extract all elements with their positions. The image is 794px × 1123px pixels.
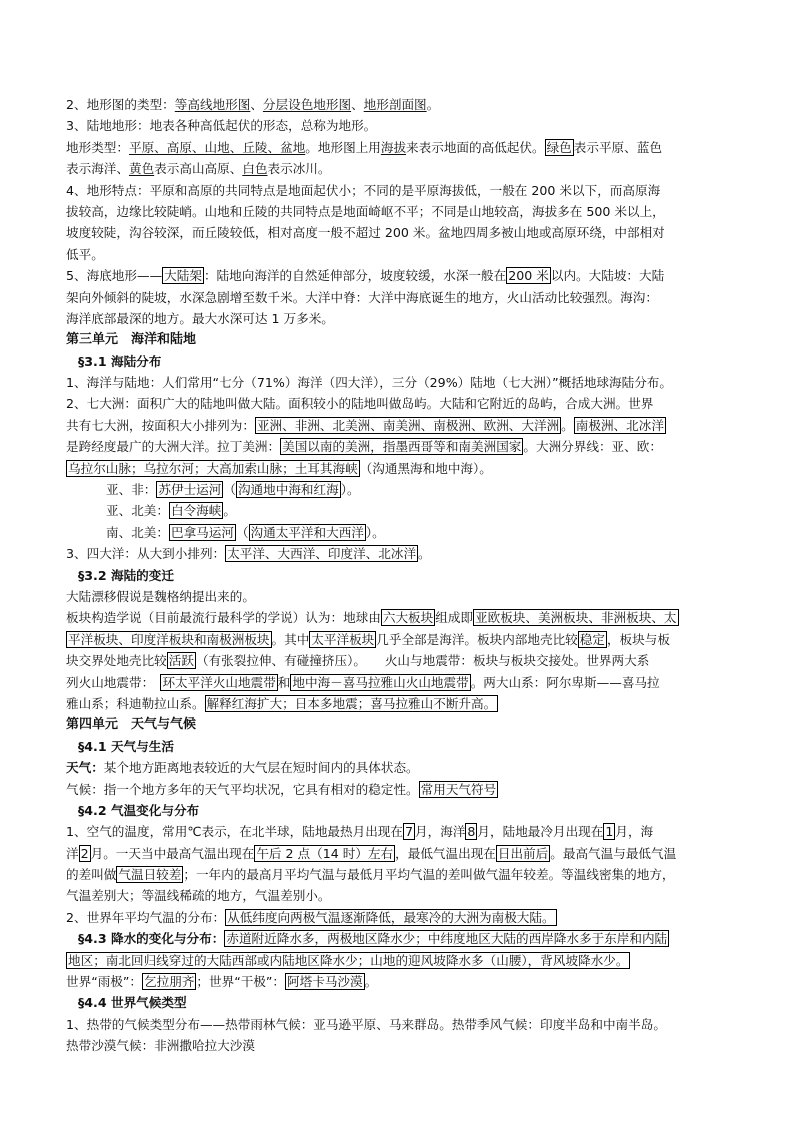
text-line xyxy=(66,672,731,693)
document-page xyxy=(66,94,731,1057)
text-run: 3、四大洋：从大到小排列： xyxy=(66,546,226,562)
text-line xyxy=(66,222,731,243)
text-line xyxy=(66,393,731,414)
section-heading xyxy=(66,329,731,350)
text-run: 气温差别大；等温线稀疏的地方，气温差别小。 xyxy=(66,888,331,904)
text-run: （有张裂拉伸、有碰撞挤压）。 火山与地震带：板块与板块交接处。世界两大系 xyxy=(195,653,650,669)
text-run: 表示平原、蓝色 xyxy=(573,139,662,155)
boxed-key-text: 200 米 xyxy=(508,268,549,284)
text-run: 共有七大洲，按面积大小排列为： xyxy=(66,417,255,433)
text-run: ，最低气温出现在 xyxy=(395,845,496,861)
text-line xyxy=(66,479,731,500)
text-run: 。大洲分界线：亚、欧： xyxy=(523,439,662,455)
text-line xyxy=(66,950,731,971)
boxed-key-text: 午后 2 点（14 时）左右 xyxy=(256,845,394,861)
text-run: 亚、北美： xyxy=(106,503,169,519)
boxed-key-text: 赤道附近降水多，两极地区降水少；中纬度地区大陆的西岸降水多于东岸和内陆 xyxy=(226,931,668,947)
boxed-key-text: 常用天气符号 xyxy=(420,781,497,797)
text-run: 组成即 xyxy=(435,610,473,626)
boxed-key-text: 气温日较差 xyxy=(118,867,182,883)
text-run: 和 xyxy=(277,674,291,690)
boxed-key-text: 从低纬度向两极气温逐渐降低，最寒冷的大洲为南极大陆。 xyxy=(227,909,555,925)
text-run: 天气： xyxy=(66,760,104,776)
text-run: 表示冰川。 xyxy=(267,161,331,177)
text-run: §4.2 气温变化与分布 xyxy=(78,802,200,818)
text-run: §3.2 海陆的变迁 xyxy=(78,567,174,583)
boxed-key-text: 地区；南北回归线穿过的大陆西部或内陆地区降水少；山地的迎风坡降水多（山腰），背风坡降水少。 xyxy=(68,952,629,968)
boxed-key-text: 阿塔卡马沙漠 xyxy=(287,974,363,990)
text-run: 板块构造学说（目前最流行最科学的学说）认为：地球由 xyxy=(66,610,381,626)
text-run: 海洋底部最深的地方。最大水深可达 1 万多米。 xyxy=(66,310,334,326)
underlined-text: 地形剖面图 xyxy=(363,97,427,112)
boxed-key-text: 绿色 xyxy=(546,139,572,155)
boxed-key-text: 环太平洋火山地震带 xyxy=(162,674,276,690)
text-run: 列火山地震带： xyxy=(66,674,161,690)
text-line xyxy=(66,543,731,564)
underlined-text: 等高线地形图 xyxy=(174,97,251,112)
underlined-text: 海拔 xyxy=(380,139,407,155)
text-run: 。 xyxy=(223,503,236,519)
text-line xyxy=(66,757,731,778)
text-run: 块交界处地壳比较 xyxy=(66,653,167,669)
boxed-key-text: 乞拉朋齐 xyxy=(144,974,195,990)
text-run: 月，海 xyxy=(615,824,654,840)
text-run: 某个地方距离地表较近的大气层在短时间内的具体状态。 xyxy=(103,760,419,776)
text-run: 月。一天当中最高气温出现在 xyxy=(90,845,255,861)
text-run: （ xyxy=(235,524,249,540)
boxed-key-text: 太平洋板块 xyxy=(311,631,375,647)
section-heading xyxy=(66,714,731,735)
text-line xyxy=(66,244,731,265)
boxed-key-text: 亚洲、非洲、北美洲、南美洲、南极洲、欧洲、大洋洲 xyxy=(256,417,560,433)
text-run: §4.1 天气与生活 xyxy=(78,738,174,754)
text-run: 、 xyxy=(351,97,364,112)
text-run: 3、陆地地形：地表各种高低起伏的形态，总称为地形。 xyxy=(66,118,377,134)
text-run: 大陆漂移假说是魏格纳提出来的。 xyxy=(66,588,255,604)
text-line xyxy=(66,693,731,714)
text-run: 表示高山高原、 xyxy=(154,161,243,177)
text-run: 是跨经度最广的大洲大洋。拉丁美洲： xyxy=(66,439,281,455)
text-run: ，板块与板 xyxy=(606,631,670,647)
text-run: ）。 xyxy=(340,482,360,498)
text-run: 。 xyxy=(426,97,440,112)
boxed-key-text: 稳定 xyxy=(579,631,605,647)
boxed-key-text: 8 xyxy=(467,824,476,840)
text-line xyxy=(66,1035,731,1056)
text-run: （ xyxy=(223,482,236,498)
text-run: §4.4 世界气候类型 xyxy=(78,995,187,1011)
text-run: 洋 xyxy=(66,845,79,861)
text-line xyxy=(66,436,731,457)
text-run: 几乎全部是海洋。板块内部地壳比较 xyxy=(376,631,578,647)
text-run: 来表示地面的高低起伏。 xyxy=(406,139,545,155)
text-line xyxy=(66,586,731,607)
text-run: 2、地形图的类型： xyxy=(66,97,175,112)
boxed-key-text: 苏伊士运河 xyxy=(158,482,222,498)
subsection-line xyxy=(66,351,731,372)
boxed-key-text: 沟通地中海和红海 xyxy=(237,482,339,498)
boxed-key-text: 白令海峡 xyxy=(170,503,222,519)
boxed-key-text: 7 xyxy=(405,824,414,840)
text-run: ；一年内的最高月平均气温与最低月平均气温的差叫做气温年较差。等温线密集的地方， xyxy=(183,867,675,883)
boxed-key-text: 沟通太平洋和大西洋 xyxy=(250,524,364,540)
text-run: ：陆地向海洋的自然延伸部分，坡度较缓，水深一般在 xyxy=(203,268,507,284)
text-line xyxy=(66,94,731,115)
text-run: 第四单元 天气与气候 xyxy=(66,717,197,733)
subsection-line xyxy=(66,565,731,586)
text-line xyxy=(66,287,731,308)
text-run: 5、海底地形—— xyxy=(66,268,163,284)
text-run: §4.3 降水的变化与分布： xyxy=(78,931,225,947)
boxed-key-text: 地中海－喜马拉雅山火山地震带 xyxy=(292,674,469,690)
underlined-text: 分层设色地形图 xyxy=(262,97,352,112)
boxed-key-text: 乌拉尔山脉；乌拉尔河；大高加索山脉；土耳其海峡 xyxy=(68,460,358,476)
text-line xyxy=(66,500,731,521)
subsection-line xyxy=(66,928,731,949)
text-line xyxy=(66,265,731,286)
text-line xyxy=(66,180,731,201)
text-run: 坡度较陡，沟谷较深，而丘陵较低，相对高度一般不超过 200 米。盆地四周多被山地或高原环绕，中部相对 xyxy=(66,225,665,241)
boxed-key-text: 平洋板块、印度洋板块和南极洲板块 xyxy=(68,631,270,647)
boxed-key-text: 2 xyxy=(80,845,89,861)
text-line xyxy=(66,115,731,136)
text-run: 以内。大陆坡：大陆 xyxy=(550,268,665,284)
text-run: 架向外倾斜的陡坡，水深急剧增至数千米。大洋中脊：大洋中海底诞生的地方，火山活动比较强烈。海沟： xyxy=(66,289,658,305)
text-run: 地形类型： xyxy=(66,139,129,155)
text-run: 。 xyxy=(561,417,574,433)
text-line xyxy=(66,779,731,800)
text-run: 4、地形特点：平原和高原的共同特点是地面起伏小；不同的是平原海拔低，一般在 200 米以下，而高原海 xyxy=(66,182,661,198)
boxed-key-text: 六大板块 xyxy=(382,610,434,626)
text-run: 月，陆地最冷月出现在 xyxy=(477,824,604,840)
text-line xyxy=(66,907,731,928)
text-line xyxy=(66,843,731,864)
text-line xyxy=(66,971,731,992)
text-line xyxy=(66,607,731,628)
text-run: 表示海洋、 xyxy=(66,161,129,177)
text-line xyxy=(66,308,731,329)
text-run: ）。 xyxy=(365,524,385,540)
underlined-text: 黄色 xyxy=(128,161,155,177)
text-line xyxy=(66,458,731,479)
text-line xyxy=(66,864,731,885)
text-run: 气候：指一个地方多年的天气平均状况，它具有相对的稳定性。 xyxy=(66,781,419,797)
text-run: 第三单元 海洋和陆地 xyxy=(66,332,197,348)
text-run: 2、七大洲：面积广大的陆地叫做大陆。面积较小的陆地叫做岛屿。大陆和它附近的岛屿，合成大洲。世界 xyxy=(66,396,654,412)
boxed-key-text: 南极洲、北冰洋 xyxy=(575,417,664,433)
boxed-key-text: 活跃 xyxy=(168,653,194,669)
boxed-key-text: 太平洋、大西洋、印度洋、北冰洋 xyxy=(227,546,417,562)
text-run: 。两大山系：阿尔卑斯——喜马拉 xyxy=(470,674,660,690)
subsection-line xyxy=(66,992,731,1013)
text-line xyxy=(66,1014,731,1035)
text-run: 雅山系；科迪勒拉山系。 xyxy=(66,695,205,711)
text-line xyxy=(66,137,731,158)
text-run: 。地形图上用 xyxy=(305,139,381,155)
text-line xyxy=(66,650,731,671)
text-run: 。最高气温与最低气温 xyxy=(550,845,677,861)
text-run: （沟通黑海和地中海）。 xyxy=(359,460,492,476)
text-run: §3.1 海陆分布 xyxy=(78,353,162,369)
boxed-key-text: 解释红海扩大；日本多地震；喜马拉雅山不断升高。 xyxy=(206,695,497,711)
text-line xyxy=(66,415,731,436)
text-run: 月，海洋 xyxy=(415,824,466,840)
text-run: 低平。 xyxy=(66,246,104,262)
boxed-key-text: 亚欧板块、美洲板块、非洲板块、太 xyxy=(475,610,677,626)
text-run: 。其中 xyxy=(271,631,310,647)
text-run: 亚、非： xyxy=(106,482,157,498)
text-run: ；世界“干极”： xyxy=(196,974,286,990)
text-run: 2、世界年平均气温的分布： xyxy=(66,909,226,925)
text-run: 。 xyxy=(364,974,378,990)
underlined-text: 白色 xyxy=(242,161,268,177)
text-line xyxy=(66,629,731,650)
boxed-key-text: 1 xyxy=(605,824,614,840)
subsection-line xyxy=(66,736,731,757)
text-run: 的差叫做 xyxy=(66,867,117,883)
text-line xyxy=(66,885,731,906)
text-run: 1、热带的气候类型分布——热带雨林气候：亚马逊平原、马来群岛。热带季风气候：印度半岛和中南半岛。 xyxy=(66,1016,666,1032)
text-run: 世界“雨极”： xyxy=(66,974,143,990)
text-run: 、 xyxy=(250,97,263,112)
text-run: 热带沙漠气候：非洲撒哈拉大沙漠 xyxy=(66,1038,255,1054)
underlined-text: 平原、高原、山地、丘陵、盆地 xyxy=(128,139,306,155)
text-line xyxy=(66,201,731,222)
text-line xyxy=(66,522,731,543)
boxed-key-text: 日出前后 xyxy=(497,845,549,861)
subsection-line xyxy=(66,800,731,821)
text-run: 1、海洋与陆地：人们常用“七分（71%）海洋（四大洋），三分（29%）陆地（七大洲）”概括地球海陆分布。 xyxy=(66,375,672,391)
text-line xyxy=(66,158,731,179)
boxed-key-text: 大陆架 xyxy=(164,268,202,284)
boxed-key-text: 美国以南的美洲，指墨西哥等和南美洲国家 xyxy=(282,439,522,455)
text-line xyxy=(66,821,731,842)
text-run: 。 xyxy=(418,546,431,562)
text-run: 南、北美： xyxy=(106,524,169,540)
text-line xyxy=(66,372,731,393)
text-run: 拔较高，边缘比较陡峭。山地和丘陵的共同特点是地面崎岖不平；不同是山地较高，海拔多在 500 米以上， xyxy=(66,203,665,219)
boxed-key-text: 巴拿马运河 xyxy=(170,524,234,540)
text-run: 1、空气的温度，常用℃表示，在北半球，陆地最热月出现在 xyxy=(66,824,403,840)
